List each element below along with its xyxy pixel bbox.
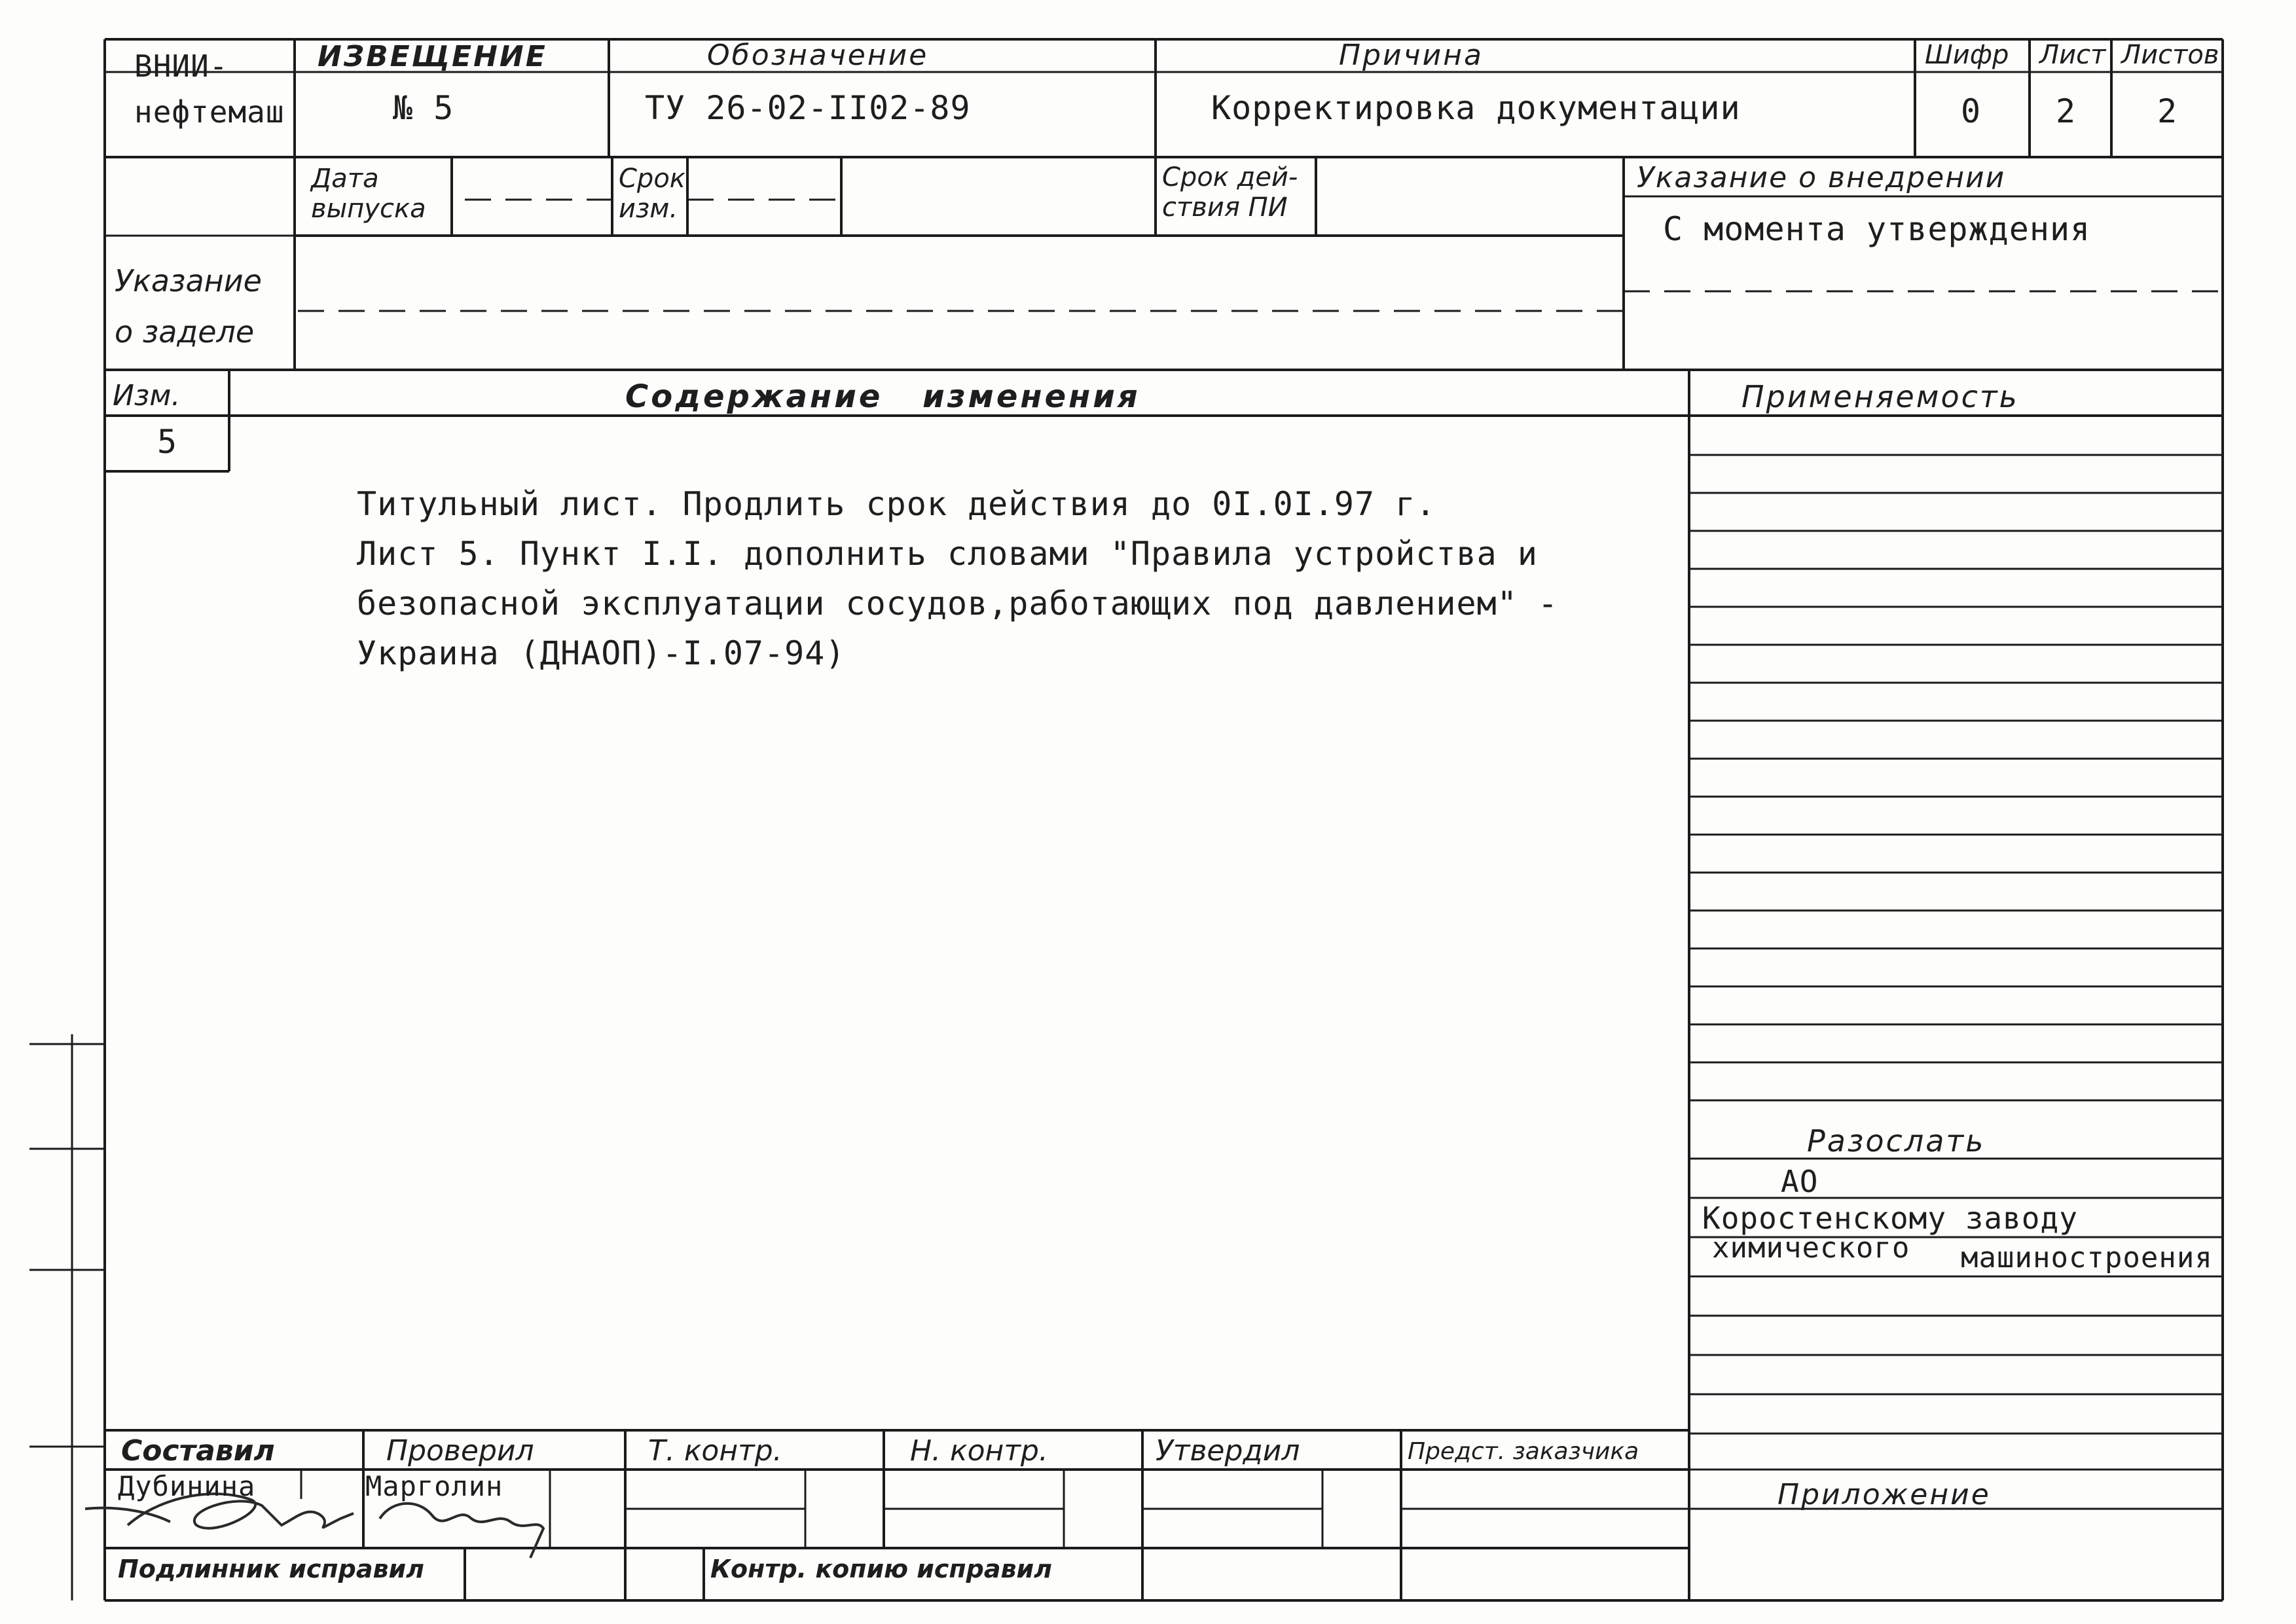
tech-control-label: Т. контр. [648,1434,782,1468]
content-body [357,485,1559,672]
code-label: Шифр [1925,40,2009,70]
original-corrected-label: Подлинник исправил [118,1555,424,1583]
organization-name-line1: ВНИИ- [134,48,228,84]
distribution-line: АО [1781,1164,1819,1199]
content-title: Содержание изменения [625,378,1140,415]
checked-name: Марголин [365,1470,503,1502]
implementation-label: Указание о внедрении [1637,161,2006,194]
applicability-label: Применяемость [1741,379,2019,414]
change-term-label: Срок изм. [619,164,685,224]
sheet-label: Лист [2039,40,2106,70]
code-value: 0 [1961,92,1982,130]
content-line: безопасной эксплуатации сосудов,работающих под давлением" - [357,585,1559,623]
approved-label: Утвердил [1156,1434,1300,1468]
distribution-line: Коростенскому заводу [1702,1200,2078,1236]
content-line: Титульный лист. Продлить срок действия до 0I.0I.97 г. [357,485,1436,523]
customer-rep-label: Предст. заказчика [1408,1438,1639,1465]
distribution-line: химического [1712,1231,1910,1265]
designation-label: Обозначение [707,39,929,72]
implementation-value: С момента утверждения [1663,210,2091,248]
notice-label: ИЗВЕЩЕНИЕ [318,40,547,73]
content-line: Украина (ДНАОП)-I.07-94) [357,634,846,672]
sheet-value: 2 [2056,92,2077,130]
validity-label: Срок дей- ствия ПИ [1162,162,1298,223]
compiled-label: Составил [121,1434,275,1468]
organization-name-line2: нефтемаш [134,94,285,130]
reason-value: Корректировка документации [1211,89,1741,127]
checked-label: Проверил [386,1434,534,1468]
content-line: Лист 5. Пункт I.I. дополнить словами "Правила устройства и [357,535,1538,573]
distribution-label: Разослать [1807,1123,1986,1159]
appendix-label: Приложение [1777,1478,1991,1511]
norm-control-label: Н. контр. [910,1434,1048,1468]
notice-number: № 5 [393,89,454,127]
sheets-value: 2 [2157,92,2178,130]
sheets-label: Листов [2121,40,2219,70]
designation-value: ТУ 26-02-II02-89 [645,89,971,127]
copy-corrected-label: Контр. копию исправил [710,1555,1053,1583]
issue-date-label: Дата выпуска [311,164,426,224]
backlog-label: Указание о заделе [115,263,262,350]
distribution-line: машиностроения [1961,1241,2213,1274]
revision-label: Изм. [113,379,181,412]
reason-label: Причина [1339,39,1484,72]
compiled-name: Дубинина [118,1470,256,1502]
revision-value: 5 [157,423,178,461]
